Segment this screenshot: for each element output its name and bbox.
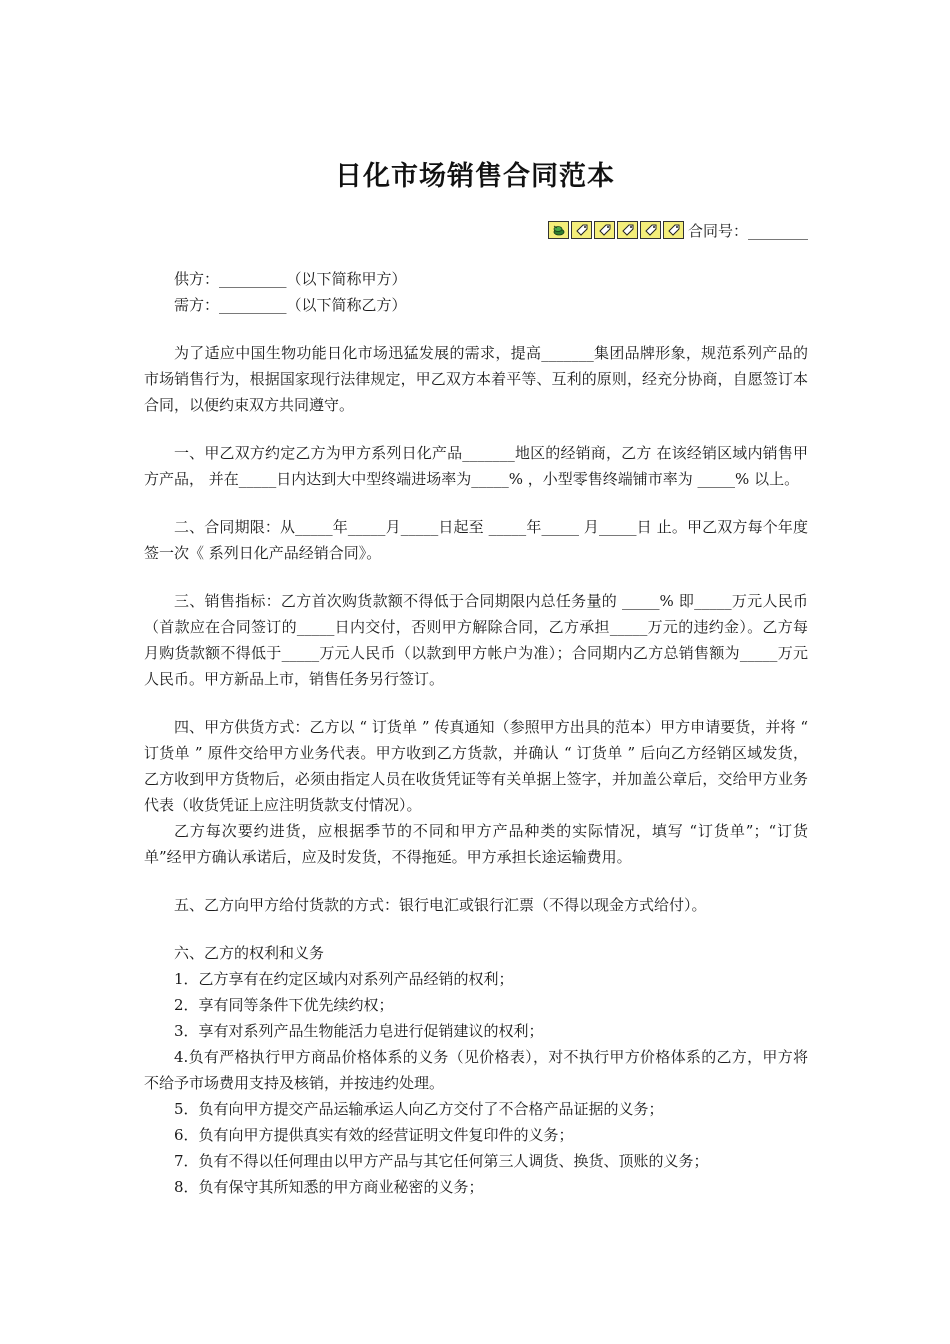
document-body xyxy=(144,266,808,1200)
clause-6-item: 6．负有向甲方提供真实有效的经营证明文件复印件的义务； xyxy=(174,1126,574,1144)
contract-number-row xyxy=(548,218,808,242)
clause-4-continued: 乙方每次要约进货，应根据季节的不同和甲方产品种类的实际情况，填写 “订货单”；“订货单”经甲方确认承诺后，应及时发货，不得拖延。甲方承担长途运输费用。 xyxy=(144,822,808,866)
supplier-line: 供方：_________（以下简称甲方） xyxy=(174,270,407,288)
document-title: 日化市场销售合同范本 xyxy=(335,161,615,192)
clause-6-item: 8．负有保守其所知悉的甲方商业秘密的义务； xyxy=(174,1178,484,1196)
clause-1: 一、甲乙双方约定乙方为甲方系列日化产品_______地区的经销商，乙方 在该经销区域内销售甲方产品， 并在_____日内达到大中型终端进场率为_____% ，小型零售终端铺市率为 _____% 以上。 xyxy=(144,444,808,488)
clause-6-heading: 六、乙方的权利和义务 xyxy=(174,944,325,962)
tag-icon xyxy=(617,221,638,239)
tag-icon xyxy=(571,221,592,239)
tag-icon xyxy=(663,221,684,239)
tag-icon xyxy=(594,221,615,239)
contract-number-label: 合同号：________ xyxy=(687,221,808,240)
clause-6-item: 5．负有向甲方提交产品运输承运人向乙方交付了不合格产品证据的义务； xyxy=(174,1100,664,1118)
intro-paragraph: 为了适应中国生物功能日化市场迅猛发展的需求，提高_______集团品牌形象，规范系列产品的市场销售行为，根据国家现行法律规定，甲乙双方本着平等、互利的原则，经充分协商，自愿签订本合同，以便约束双方共同遵守。 xyxy=(144,344,808,414)
clause-6-item: 7．负有不得以任何理由以甲方产品与其它任何第三人调货、换货、顶账的义务； xyxy=(174,1152,709,1170)
clause-6-item: 1．乙方享有在约定区域内对系列产品经销的权利； xyxy=(174,970,514,988)
tag-icon xyxy=(640,221,661,239)
clause-4: 四、甲方供货方式：乙方以 “ 订货单 ” 传真通知（参照甲方出具的范本）甲方申请要货，并将 “ 订货单 ” 原件交给甲方业务代表。甲方收到乙方货款，并确认 “ 订货单 ” 后向乙方经销区域发货，乙方收到甲方货物后，必须由指定人员在收货凭证等有关单据上签字，并加盖公章后，交给甲方业务代表（收货凭证上应注明货款支付情况）。 xyxy=(144,718,808,814)
clause-6-item: 3．享有对系列产品生物能活力皂进行促销建议的权利； xyxy=(174,1022,544,1040)
clause-3: 三、销售指标：乙方首次购货款额不得低于合同期限内总任务量的 _____% 即_____万元人民币（首款应在合同签订的_____日内交付，否则甲方解除合同，乙方承担_____万元的违约金）。乙方每月购货款额不得低于_____万元人民币（以款到甲方帐户为准）；合同期内乙方总销售额为_____万元人民币。甲方新品上市，销售任务另行签订。 xyxy=(144,592,808,688)
buyer-line: 需方：_________（以下简称乙方） xyxy=(174,296,407,314)
coin-icon xyxy=(548,221,569,239)
icon-strip xyxy=(548,221,686,239)
clause-5: 五、乙方向甲方给付货款的方式：银行电汇或银行汇票（不得以现金方式给付）。 xyxy=(174,896,707,914)
clause-6-item: 4.负有严格执行甲方商品价格体系的义务（见价格表），对不执行甲方价格体系的乙方，甲方将不给予市场费用支持及核销，并按违约处理。 xyxy=(144,1048,808,1092)
clause-6-item: 2．享有同等条件下优先续约权； xyxy=(174,996,394,1014)
clause-2: 二、合同期限：从_____年_____月_____日起至 _____年_____ 月_____日 止。甲乙双方每个年度签一次《 系列日化产品经销合同》。 xyxy=(144,518,808,562)
